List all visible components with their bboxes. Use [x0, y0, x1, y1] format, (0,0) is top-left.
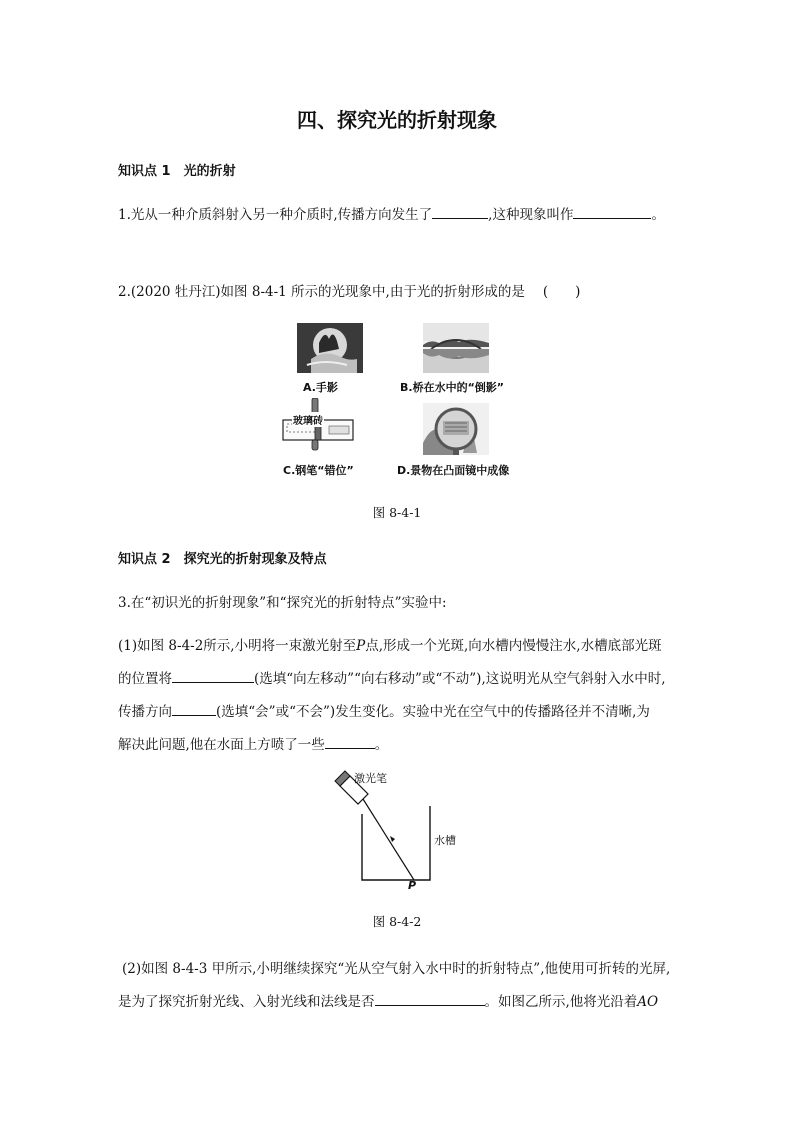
page-title: 四、探究光的折射现象 [297, 108, 497, 132]
answer-blank [375, 992, 485, 1006]
option-b-label: B.桥在水中的“倒影” [400, 381, 505, 394]
question-3-1-line-2 [118, 667, 666, 687]
figure-2-caption: 图 8-4-2 [372, 914, 422, 929]
answer-blank [172, 669, 254, 683]
point-p-label: P [408, 879, 417, 892]
question-1 [118, 203, 665, 223]
arrow-icon [390, 836, 395, 842]
text-run: (选填“会”或“不会”)发生变化。实验中光在空气中的传播路径并不清晰,为 [216, 704, 650, 720]
ray-ao-text: AO [637, 994, 659, 1010]
option-b-image [423, 323, 489, 373]
question-3-1-line-4 [118, 733, 388, 753]
question-3-intro: 3.在“初识光的折射现象”和“探究光的折射特点”实验中: [118, 595, 447, 611]
point-p-text: P [356, 638, 366, 654]
answer-blank [325, 735, 375, 749]
text-run: (选填“向左移动”“向右移动”或“不动”),这说明光从空气斜射入水中时, [254, 671, 666, 687]
option-a-image [297, 323, 363, 373]
question-3-2-line-2 [118, 990, 658, 1010]
question-3-1-line-1 [118, 634, 662, 654]
option-a-label: A.手影 [303, 381, 338, 394]
section-heading-1: 知识点 1 光的折射 [118, 164, 236, 179]
text-run: (1)如图 8-4-2所示,小明将一束激光射至 [118, 638, 357, 654]
option-d-label: D.景物在凸面镜中成像 [397, 464, 510, 477]
question-3-1-line-3 [118, 700, 650, 720]
answer-blank [432, 205, 488, 219]
figure-1-caption: 图 8-4-1 [372, 505, 422, 520]
question-2-text: 2.(2020 牡丹江)如图 8-4-1 所示的光现象中,由于光的折射形成的是 [118, 284, 525, 300]
answer-blank [172, 702, 216, 716]
glass-brick-label: 玻璃砖 [292, 412, 324, 427]
laser-pen-label: 激光笔 [354, 772, 387, 785]
water-tank [362, 806, 430, 880]
question-1-text-b: ,这种现象叫作 [488, 207, 574, 223]
text-run: 是为了探究折射光线、入射光线和法线是否 [118, 994, 375, 1010]
answer-blank [573, 205, 651, 219]
text-run: 点,形成一个光斑,向水槽内慢慢注水,水槽底部光斑 [365, 638, 662, 654]
text-run: 的位置将 [118, 671, 172, 687]
question-1-text-a: 1.光从一种介质斜射入另一种介质时,传播方向发生了 [118, 207, 433, 223]
answer-paren: ( ) [542, 284, 581, 300]
text-run: 传播方向 [118, 704, 172, 720]
text-run: 。 [374, 737, 389, 753]
question-3-2-line-1: (2)如图 8-4-3 甲所示,小明继续探究“光从空气射入水中时的折射特点”,他使用可折转的光屏, [122, 961, 671, 977]
option-c-label: C.钢笔“错位” [283, 464, 354, 477]
section-heading-2: 知识点 2 探究光的折射现象及特点 [118, 552, 327, 567]
option-d-image [423, 403, 489, 455]
text-run: 解决此问题,他在水面上方喷了一些 [118, 737, 325, 753]
question-1-text-c: 。 [651, 207, 665, 223]
text-run: 。如图乙所示,他将光沿着 [484, 994, 638, 1010]
water-tank-label: 水槽 [434, 834, 456, 847]
laser-beam [363, 799, 414, 880]
question-2 [118, 280, 580, 300]
